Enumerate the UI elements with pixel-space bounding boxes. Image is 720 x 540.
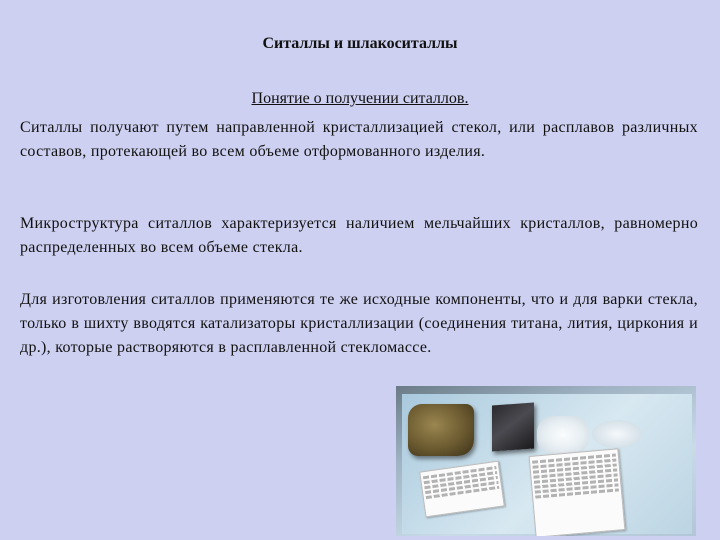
sample-brown-sitall — [408, 404, 474, 456]
paragraph-1: Ситаллы получают путем направленной кристаллизацией стекол, или расплавов различных составов, протекающей во всем объеме отформованного изделия. — [20, 119, 698, 160]
sample-black-sitall — [492, 403, 534, 452]
paragraph-3: Для изготовления ситаллов применяются те же исходные компоненты, что и для варки стекла, только в шихту вводятся катализаторы кристаллизации (соединения титана, лития, циркония и др.), которые растворяются в расплавленной стекломассе. — [20, 291, 698, 356]
sitall-samples-photo — [396, 386, 696, 536]
slide-title: Ситаллы и шлакоситаллы — [262, 35, 458, 52]
slide-subtitle: Понятие о получении ситаллов. — [251, 90, 469, 107]
display-board — [402, 394, 692, 534]
sample-white-sitall — [537, 416, 589, 454]
sample-label-card — [529, 448, 626, 536]
sample-label-card — [419, 461, 505, 518]
paragraph-2: Микроструктура ситаллов характеризуется наличием мельчайших кристаллов, равномерно распределенных во всем объеме стекла. — [20, 215, 698, 256]
sample-white-powder — [592, 420, 642, 448]
